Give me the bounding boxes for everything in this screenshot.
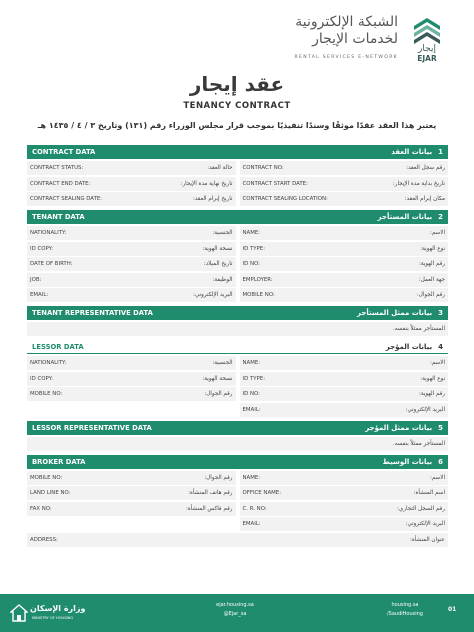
field-contract-status (27, 161, 236, 176)
section-title-ar (365, 424, 443, 432)
field-lessor-id-type (240, 372, 449, 387)
logo-mark-arabic: إيجار (418, 44, 436, 54)
section-title-ar-text: بيانات ممثل المستأجر (356, 309, 433, 317)
housing-website-link[interactable]: housing.sa (391, 602, 419, 608)
page-number: 01 (448, 606, 457, 613)
field-contract-sealing-location (240, 192, 449, 207)
section-title-en: BROKER DATA (32, 457, 86, 466)
footer-housing-links (370, 602, 440, 620)
field-label-en: ID NO: (242, 261, 260, 267)
section-title-ar-text: بيانات المستأجر (377, 213, 433, 221)
field-label-en: ID TYPE: (242, 375, 266, 382)
field-label-en: NAME: (242, 360, 261, 366)
header (0, 0, 474, 70)
section-title-en: TENANT DATA (32, 213, 85, 221)
field-tenant-nationality (27, 226, 236, 241)
section-title-en: TENANT REPRESENTATIVE DATA (32, 309, 153, 317)
field-lessor-email (240, 403, 449, 418)
form-row (27, 502, 448, 517)
field-label-en: CONTRACT SEALING LOCATION: (242, 196, 328, 202)
footer (0, 594, 474, 632)
field-label-en: ID COPY: (30, 245, 53, 252)
section-title-en: LESSOR DATA (32, 342, 84, 351)
form-row (27, 387, 448, 402)
field-tenant-id-copy (27, 242, 236, 257)
field-label-en: ID TYPE: (242, 245, 266, 252)
section-number: 5 (438, 423, 443, 432)
field-label-en: C. R. NO: (242, 505, 267, 512)
field-lessor-mobile (27, 387, 236, 402)
form-row (27, 372, 448, 387)
field-label-en: ID COPY: (30, 375, 53, 382)
form-row (27, 403, 448, 418)
field-label-ar: الاسم: (429, 360, 445, 366)
form-row (27, 242, 448, 257)
field-label-ar: تاريخ الميلاد: (203, 261, 233, 267)
field-tenant-job (27, 273, 236, 288)
section-header-lessor-representative (27, 421, 448, 435)
logo-arabic-title (262, 14, 398, 48)
field-label-ar: نسخة الهوية: (202, 245, 233, 252)
field-label-ar: تاريخ بداية مدة الإيجار: (392, 180, 445, 187)
field-label-ar: الوظيفة: (212, 276, 233, 283)
form-row (27, 471, 448, 486)
form-row (27, 192, 448, 207)
section-title-ar-text: بيانات المؤجر (385, 342, 433, 351)
field-tenant-mobile (240, 288, 449, 303)
ejar-social-handle[interactable]: @Ejar_sa (223, 611, 247, 617)
field-label-en: MOBILE NO: (30, 474, 63, 481)
field-label-ar: رقم الهوية: (418, 391, 445, 397)
field-label-ar: الاسم: (429, 474, 445, 481)
field-label-en: FAX NO: (30, 505, 52, 512)
field-label-ar: المستأجر ممثلاً بنفسه. (392, 440, 445, 447)
field-label-en: ADDRESS: (30, 536, 58, 543)
field-broker-email (240, 517, 449, 532)
section-number: 4 (438, 342, 443, 351)
form-row (27, 356, 448, 371)
field-broker-address (27, 533, 448, 548)
field-label-ar: رقم الهوية: (418, 261, 445, 267)
field-label-ar: نوع الهوية: (420, 245, 445, 252)
field-lessor-id-no (240, 387, 449, 402)
field-tenant-dob (27, 257, 236, 272)
section-number: 6 (438, 457, 443, 466)
form-row (27, 273, 448, 288)
form-row (27, 322, 448, 337)
field-label-ar: عنوان المنشأة: (409, 536, 445, 543)
field-label-ar: البريد الإلكتروني: (405, 521, 445, 527)
logo-ar-line1: الشبكة الإلكترونية (295, 14, 398, 30)
field-label-ar: رقم السجل التجاري: (397, 505, 445, 512)
field-label-en: NATIONALITY: (30, 230, 67, 236)
form-row (27, 257, 448, 272)
form-row (27, 161, 448, 176)
housing-social-handle[interactable]: /SaudiHousing (387, 611, 423, 617)
title-arabic: عقد إيجار (189, 72, 285, 96)
logo-english-tagline: RENTAL SERVICES E-NETWORK (294, 55, 398, 60)
contract-form (27, 145, 448, 548)
field-tenant-email (27, 288, 236, 303)
section-header-contract (27, 145, 448, 159)
field-label-ar: البريد الإلكتروني: (405, 406, 445, 413)
section-header-lessor (27, 340, 448, 354)
field-lessor-id-copy (27, 372, 236, 387)
section-header-tenant-representative (27, 306, 448, 320)
field-label-en: DATE OF BIRTH: (30, 261, 73, 267)
section-header-tenant (27, 210, 448, 224)
logo-mark-english: EJAR (417, 54, 437, 63)
section-title-ar (357, 309, 443, 317)
field-tenant-id-no (240, 257, 449, 272)
field-label-ar: رقم الجوال: (204, 391, 233, 397)
field-label-en: EMPLOYER: (242, 276, 273, 283)
field-label-ar: الاسم: (429, 230, 445, 236)
form-row (27, 486, 448, 501)
field-broker-name (240, 471, 449, 486)
field-tenant-represented-self (27, 322, 448, 337)
section-title-ar-text: بيانات ممثل المؤجر (365, 423, 433, 432)
section-title-ar (378, 213, 443, 221)
form-row (27, 517, 448, 532)
field-broker-mobile (27, 471, 236, 486)
section-title-ar-text: بيانات الوسيط (382, 457, 433, 466)
field-label-en: NAME: (242, 474, 261, 481)
field-broker-landline (27, 486, 236, 501)
field-label-ar: نسخة الهوية: (202, 375, 233, 382)
section-title-ar (391, 148, 443, 156)
section-title-ar (386, 343, 443, 351)
section-header-broker (27, 455, 448, 469)
section-number: 1 (438, 148, 443, 156)
field-tenant-id-type (240, 242, 449, 257)
field-label-ar: جهة العمل: (418, 276, 445, 283)
field-label-ar: رقم هاتف المنشأة: (188, 490, 233, 496)
field-lessor-nationality (27, 356, 236, 371)
field-label-ar: المستأجر ممثلاً بنفسه. (392, 326, 445, 332)
footer-ejar-links (190, 602, 280, 620)
field-label-ar: تاريخ إبرام العقد: (192, 196, 233, 202)
field-label-ar: مكان إبرام العقد: (404, 196, 445, 202)
field-label-ar: رقم الجوال: (204, 474, 233, 481)
field-tenant-name (240, 226, 449, 241)
field-contract-end-date (27, 177, 236, 192)
section-title-ar-text: بيانات العقد (391, 148, 433, 156)
form-row (27, 533, 448, 548)
field-label-ar: رقم سجل العقد: (406, 165, 445, 171)
field-label-en: NAME: (242, 230, 261, 236)
field-contract-start-date (240, 177, 449, 192)
field-label-ar: تاريخ نهاية مدة الإيجار: (180, 180, 233, 187)
field-label-ar: الجنسية: (212, 360, 233, 366)
ejar-website-link[interactable]: ejar.housing.sa (216, 602, 254, 608)
empty-cell (27, 403, 236, 418)
ministry-name-en: MINISTRY OF HOUSING (32, 616, 74, 620)
field-label-en: CONTRACT SEALING DATE: (30, 196, 103, 202)
form-row (27, 437, 448, 452)
field-label-ar: رقم الجوال: (416, 292, 445, 298)
field-label-en: EMAIL: (242, 521, 261, 527)
field-label-ar: الجنسية: (212, 230, 233, 236)
field-label-en: MOBILE NO: (30, 391, 63, 397)
field-label-en: NATIONALITY: (30, 360, 67, 366)
field-label-en: LAND LINE NO: (30, 490, 71, 496)
section-number: 2 (438, 213, 443, 221)
empty-cell (27, 517, 236, 532)
field-tenant-employer (240, 273, 449, 288)
form-row (27, 288, 448, 303)
field-label-ar: البريد الإلكتروني: (193, 292, 233, 298)
section-title-en: LESSOR REPRESENTATIVE DATA (32, 423, 152, 432)
section-title-ar (383, 458, 443, 466)
logo-ar-line2: لخدمات الإيجار (312, 31, 398, 47)
field-contract-no (240, 161, 449, 176)
field-label-en: CONTRACT START DATE: (242, 180, 308, 187)
field-label-en: EMAIL: (242, 406, 261, 413)
field-broker-cr-no (240, 502, 449, 517)
form-row (27, 226, 448, 241)
field-lessor-represented-self (27, 437, 448, 452)
field-contract-sealing-date (27, 192, 236, 207)
section-number: 3 (438, 309, 443, 317)
field-lessor-name (240, 356, 449, 371)
field-label-en: OFFICE NAME: (242, 490, 282, 496)
intro-statement: يعتبر هذا العقد عقدًا موثقًا وسندًا تنفيذيًا بموجب قرار مجلس الوزراء رقم (١٣١) وتاريخ ٣ / ٤ / ١٤٣٥ هـ (37, 121, 437, 130)
form-row (27, 177, 448, 192)
field-label-en: ID NO: (242, 391, 260, 397)
field-label-en: CONTRACT END DATE: (30, 180, 91, 187)
field-label-ar: رقم فاكس المنشأة: (185, 505, 233, 512)
house-icon (10, 604, 28, 622)
field-label-en: JOB: (30, 276, 42, 283)
field-label-ar: حالة العقد: (207, 165, 233, 171)
ministry-name-ar: وزارة الإسكان (30, 604, 86, 613)
field-label-en: EMAIL: (30, 292, 49, 298)
title-english: TENANCY CONTRACT (183, 101, 291, 111)
field-label-ar: اسم المنشأة: (413, 490, 445, 496)
field-broker-fax (27, 502, 236, 517)
field-label-ar: نوع الهوية: (420, 375, 445, 382)
section-title-en: CONTRACT DATA (32, 148, 96, 156)
field-broker-office-name (240, 486, 449, 501)
field-label-en: CONTRACT STATUS: (30, 165, 84, 171)
field-label-en: MOBILE NO: (242, 292, 275, 298)
field-label-en: CONTRACT NO: (242, 165, 284, 171)
